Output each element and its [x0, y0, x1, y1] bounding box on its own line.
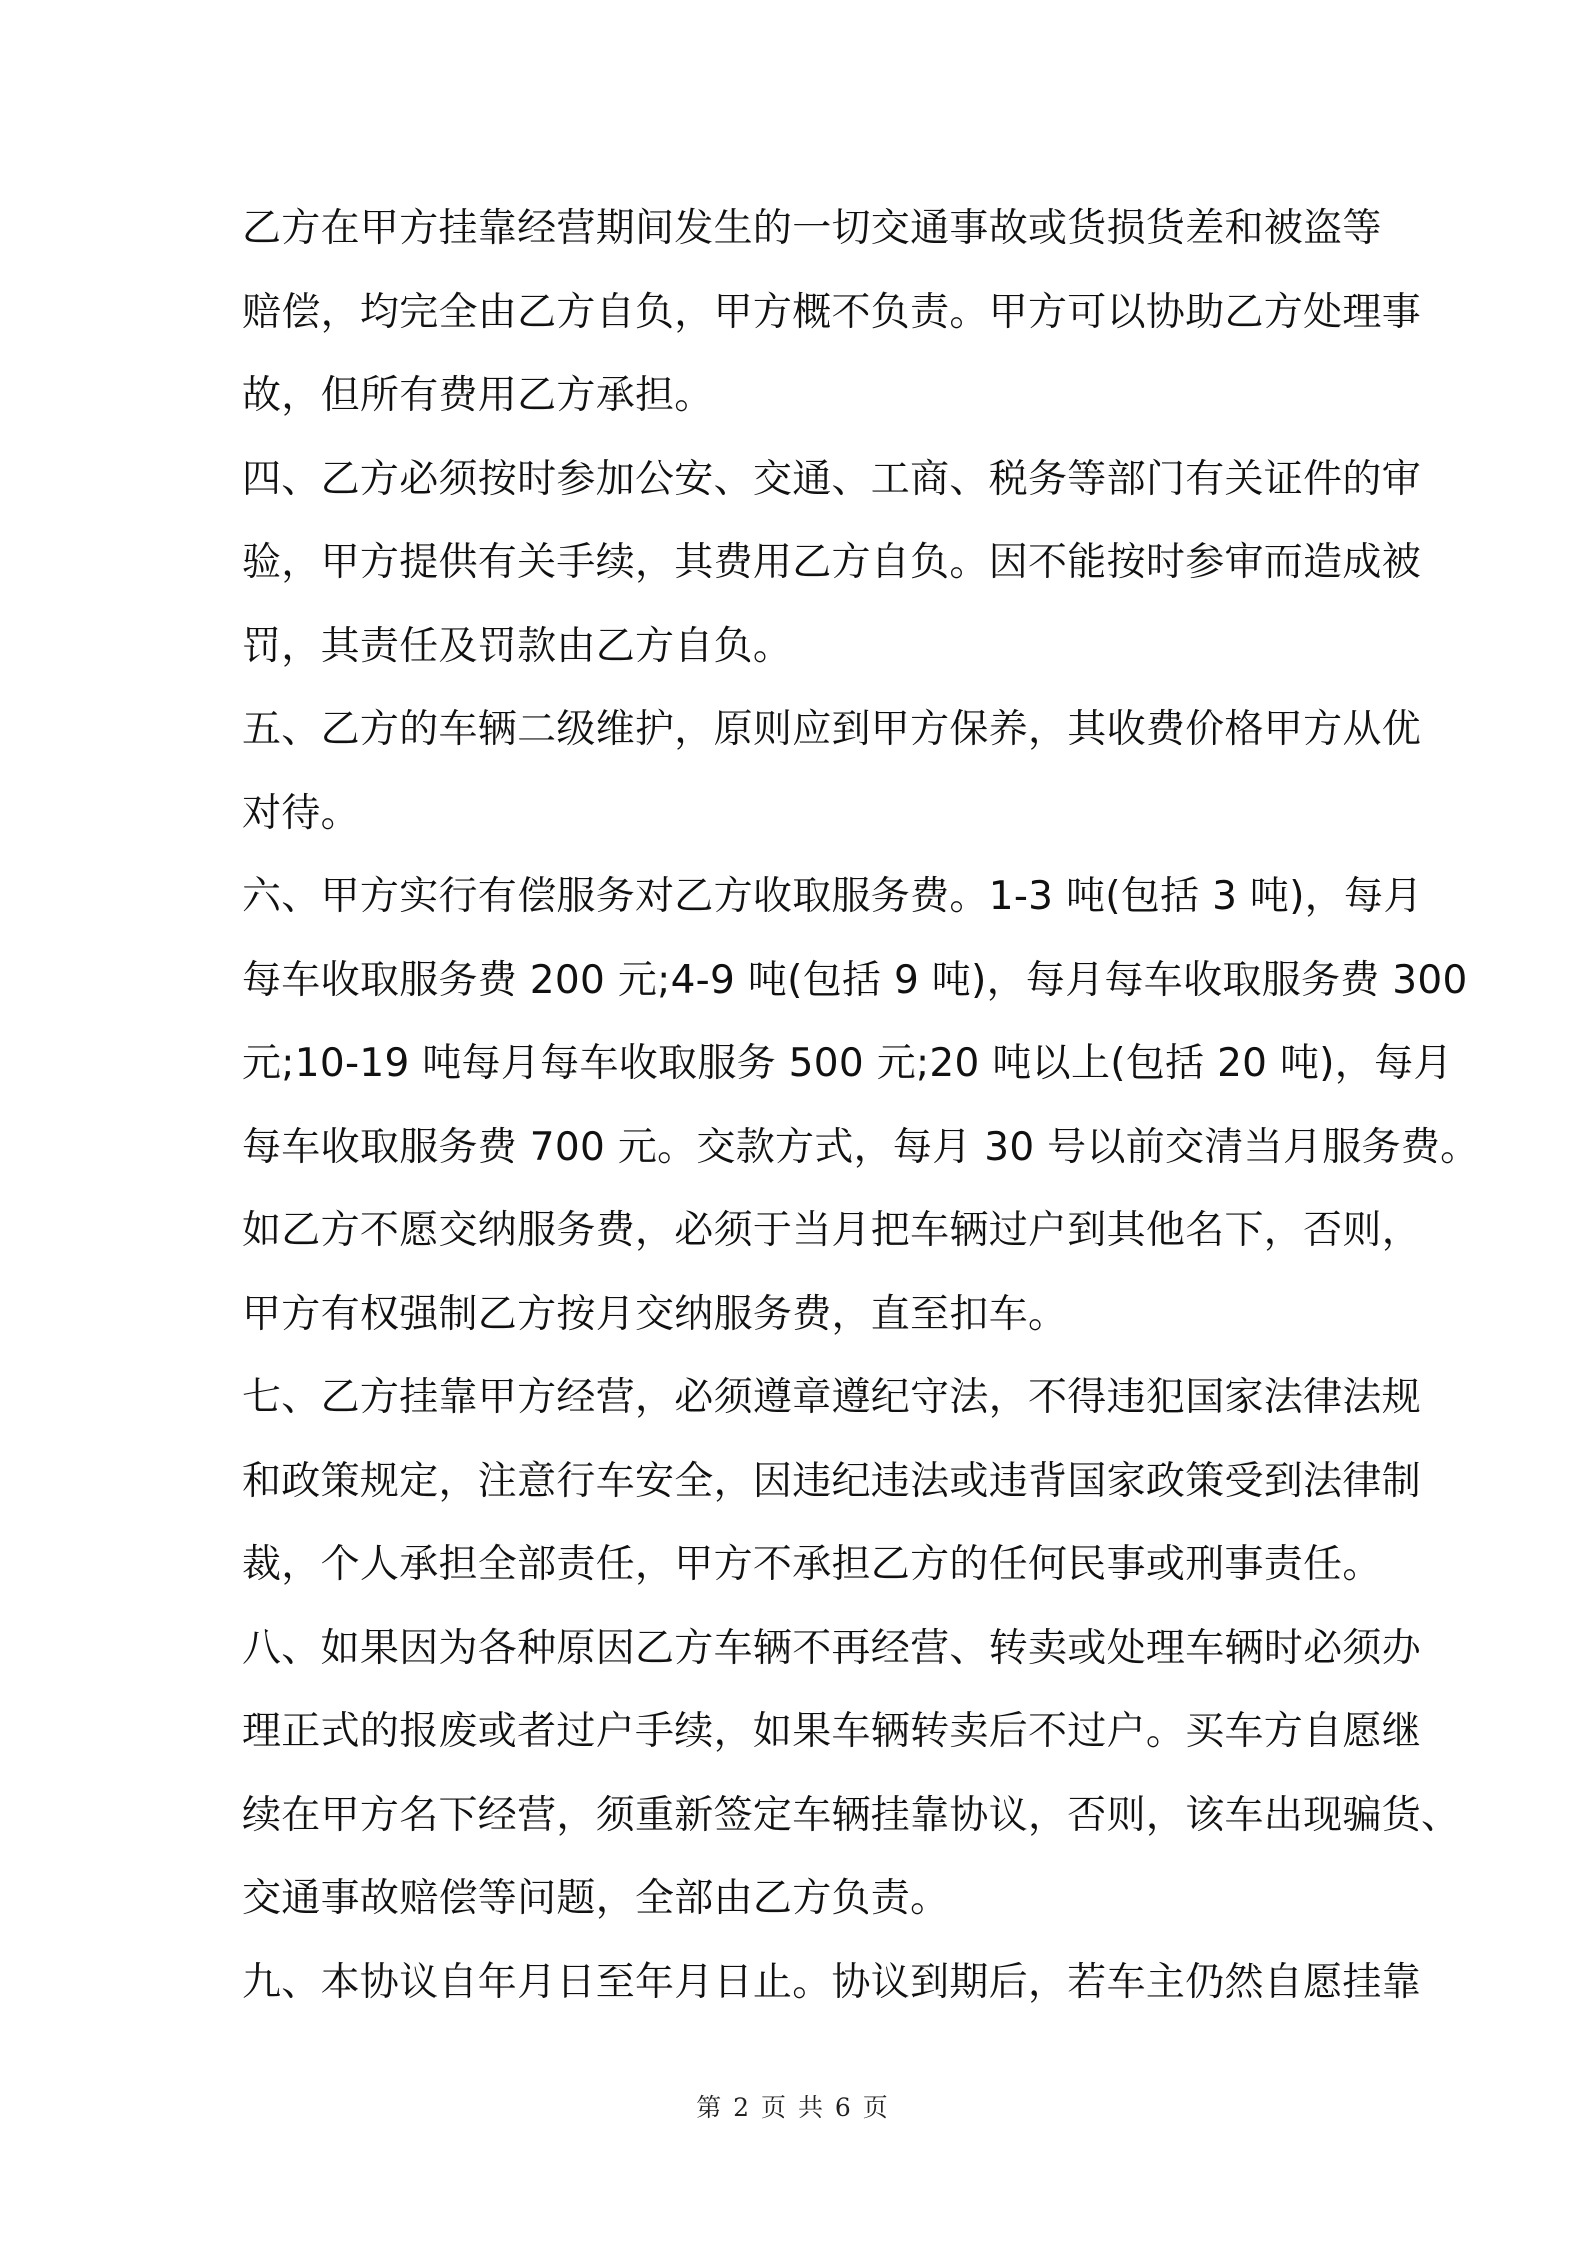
body-text: [242, 197, 1480, 2034]
text-line: 八、如果因为各种原因乙方车辆不再经营、转卖或处理车辆时必须办: [242, 1625, 1422, 1671]
text-line: 故，但所有费用乙方承担。: [242, 373, 714, 418]
text-line: 乙方在甲方挂靠经营期间发生的一切交通事故或货损货差和被盗等: [242, 206, 1382, 251]
text-line: 裁，个人承担全部责任，甲方不承担乙方的任何民事或刑事责任。: [242, 1542, 1382, 1587]
text-line: 交通事故赔偿等问题，全部由乙方负责。: [242, 1876, 950, 1921]
text-line: 六、甲方实行有偿服务对乙方收取服务费。1-3 吨(包括 3 吨)，每月: [242, 874, 1423, 919]
text-line: 续在甲方名下经营，须重新签定车辆挂靠协议，否则，该车出现骗货、: [242, 1792, 1461, 1838]
text-line: 五、乙方的车辆二级维护，原则应到甲方保养，其收费价格甲方从优: [242, 707, 1422, 752]
text-line: 每车收取服务费 700 元。交款方式，每月 30 号以前交清当月服务费。: [242, 1124, 1480, 1170]
text-line: 赔偿，均完全由乙方自负，甲方概不负责。甲方可以协助乙方处理事: [242, 289, 1422, 335]
text-line: 对待。: [242, 790, 360, 836]
text-line: 罚，其责任及罚款由乙方自负。: [242, 623, 793, 669]
text-line: 和政策规定，注意行车安全，因违纪违法或违背国家政策受到法律制: [242, 1458, 1422, 1504]
text-line: 七、乙方挂靠甲方经营，必须遵章遵纪守法，不得违犯国家法律法规: [242, 1375, 1422, 1420]
text-line: 元;10-19 吨每月每车收取服务 500 元;20 吨以上(包括 20 吨)，每月: [242, 1041, 1453, 1086]
text-line: 九、本协议自年月日至年月日止。协议到期后，若车主仍然自愿挂靠: [242, 1959, 1422, 2005]
text-line: 如乙方不愿交纳服务费，必须于当月把车辆过户到其他名下，否则，: [242, 1208, 1422, 1253]
page-number-footer: 第 2 页 共 6 页: [696, 2093, 890, 2122]
text-line: 四、乙方必须按时参加公安、交通、工商、税务等部门有关证件的审: [242, 456, 1422, 502]
text-line: 甲方有权强制乙方按月交纳服务费，直至扣车。: [242, 1291, 1068, 1337]
text-line: 每车收取服务费 200 元;4-9 吨(包括 9 吨)，每月每车收取服务费 300: [242, 957, 1468, 1003]
text-line: 理正式的报废或者过户手续，如果车辆转卖后不过户。买车方自愿继: [242, 1709, 1422, 1754]
text-line: 验，甲方提供有关手续，其费用乙方自负。因不能按时参审而造成被: [242, 540, 1422, 585]
